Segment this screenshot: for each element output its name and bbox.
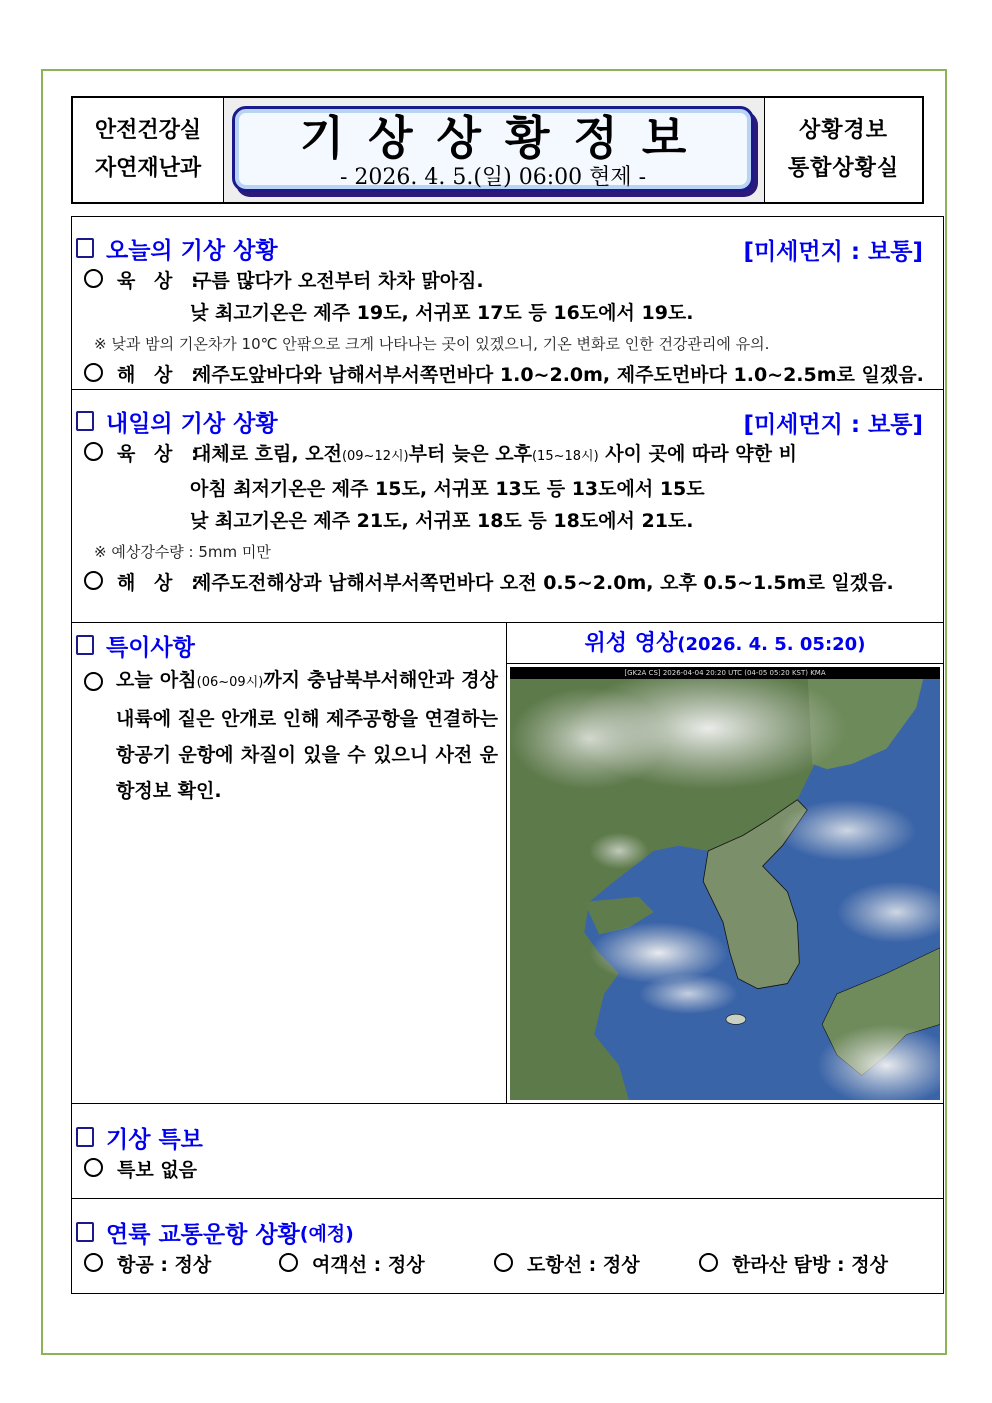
special-satellite-row <box>72 623 943 1104</box>
content-table <box>71 216 944 1294</box>
section-special <box>72 623 507 1103</box>
warning-status <box>72 1154 943 1186</box>
time-range: (06~09시) <box>196 675 264 690</box>
transport-label: 한라산 탐방 : 정상 <box>732 1254 888 1276</box>
land-forecast <box>72 265 943 297</box>
tomorrow-title: 내일의 기상 상황 <box>106 410 278 437</box>
office-block <box>764 98 922 202</box>
section-title <box>72 1215 943 1249</box>
transport-title: 연륙 교통운항 상황 <box>106 1221 300 1248</box>
checkbox-square-icon <box>76 1222 94 1242</box>
satellite-date: (2026. 4. 5. 05:20) <box>677 634 866 655</box>
section-today <box>72 217 943 390</box>
transport-label: 도항선 : 정상 <box>527 1254 640 1276</box>
circle-bullet-icon <box>279 1253 298 1272</box>
circle-bullet-icon <box>699 1253 718 1272</box>
land-min-temp: 아침 최저기온은 제주 15도, 서귀포 13도 등 13도에서 15도 <box>190 478 705 500</box>
title-area <box>224 98 764 202</box>
text: 까지 충남북부서해안과 경상내륙에 짙은 안개로 인해 제주공항을 연결하는 항공기 운항에 차질이 있을 수 있으니 사전 운항정보 확인. <box>116 669 499 802</box>
land-label: 육 상 : <box>117 270 205 292</box>
time-range: (15~18시) <box>531 449 599 464</box>
circle-bullet-icon <box>84 571 103 590</box>
document-header <box>71 96 924 204</box>
land-temp: 낮 최고기온은 제주 19도, 서귀포 17도 등 16도에서 19도. <box>190 302 694 324</box>
document-date: - 2026. 4. 5.(일) 06:00 현제 - <box>339 165 647 190</box>
office-line-2: 통합상황실 <box>787 156 900 181</box>
satellite-image <box>510 667 940 1100</box>
transport-item-hallasan <box>699 1249 888 1281</box>
warning-status-text: 특보 없음 <box>117 1159 198 1181</box>
circle-bullet-icon <box>84 672 103 691</box>
time-range: (09~12시) <box>341 449 409 464</box>
section-title <box>72 1120 943 1154</box>
note: ※ 낮과 밤의 기온차가 10℃ 안팎으로 크게 나타나는 곳이 있겠으니, 기온 변화로 인한 건강관리에 유의. <box>94 335 770 353</box>
land-line: 구름 많다가 오전부터 차차 맑아짐. <box>193 270 484 292</box>
transport-item-ferry <box>279 1249 494 1281</box>
title-box <box>232 106 754 192</box>
sea-line: 제주도전해상과 남해서부서쪽먼바다 오전 0.5~2.0m, 오후 0.5~1.5m로 일겠음. <box>193 572 894 594</box>
transport-label: 여객선 : 정상 <box>312 1254 425 1276</box>
section-title <box>72 628 506 662</box>
transport-item-air <box>84 1249 279 1281</box>
department-block <box>73 98 224 202</box>
satellite-map-graphic <box>510 667 940 1100</box>
transport-title-suffix: (예정) <box>299 1222 354 1245</box>
sea-forecast <box>72 359 943 391</box>
satellite-title <box>507 623 943 664</box>
transport-item-island-ferry <box>494 1249 699 1281</box>
department-line-2: 자연재난과 <box>94 156 202 181</box>
department-line-1: 안전건강실 <box>94 118 202 143</box>
circle-bullet-icon <box>494 1253 513 1272</box>
document-title: 기상상황정보 <box>299 111 711 165</box>
land-label: 육 상 : <box>117 443 205 465</box>
satellite-caption: [GK2A CS] 2026-04-04 20:20 UTC (04-05 05:20 KST) KMA <box>510 667 940 679</box>
land-forecast <box>72 438 943 473</box>
section-transport <box>72 1199 943 1293</box>
office-line-1: 상황경보 <box>798 118 888 143</box>
circle-bullet-icon <box>84 363 103 382</box>
satellite-title-text: 위성 영상 <box>584 631 678 656</box>
checkbox-square-icon <box>76 635 94 655</box>
fine-dust-badge: [미세먼지 : 보통] <box>743 239 923 265</box>
checkbox-square-icon <box>76 238 94 258</box>
text: 사이 곳에 따라 약한 비 <box>598 443 797 465</box>
section-satellite <box>507 623 943 1103</box>
section-tomorrow <box>72 390 943 623</box>
sea-forecast <box>72 567 943 599</box>
checkbox-square-icon <box>76 1127 94 1147</box>
land-max-temp: 낮 최고기온은 제주 21도, 서귀포 18도 등 18도에서 21도. <box>190 510 694 532</box>
today-title: 오늘의 기상 상황 <box>106 237 278 264</box>
text: 부터 늦은 오후 <box>408 443 532 465</box>
text: 대체로 흐림, 오전 <box>193 443 342 465</box>
section-warning <box>72 1104 943 1199</box>
circle-bullet-icon <box>84 442 103 461</box>
sea-label: 해 상 : <box>117 364 205 386</box>
warning-title: 기상 특보 <box>106 1126 203 1153</box>
text: 오늘 아침 <box>116 669 197 691</box>
circle-bullet-icon <box>84 1253 103 1272</box>
transport-label: 항공 : 정상 <box>117 1254 212 1276</box>
fine-dust-badge: [미세먼지 : 보통] <box>743 412 923 438</box>
special-notice <box>72 662 506 809</box>
special-title: 특이사항 <box>106 634 195 661</box>
sea-label: 해 상 : <box>117 572 205 594</box>
special-text <box>84 662 498 809</box>
circle-bullet-icon <box>84 1158 103 1177</box>
precipitation-note: ※ 예상강수량 : 5mm 미만 <box>94 543 271 561</box>
circle-bullet-icon <box>84 269 103 288</box>
transport-status-list <box>72 1249 943 1281</box>
checkbox-square-icon <box>76 411 94 431</box>
sea-line: 제주도앞바다와 남해서부서쪽먼바다 1.0~2.0m, 제주도먼바다 1.0~2.5m로 일겠음. <box>193 364 924 386</box>
